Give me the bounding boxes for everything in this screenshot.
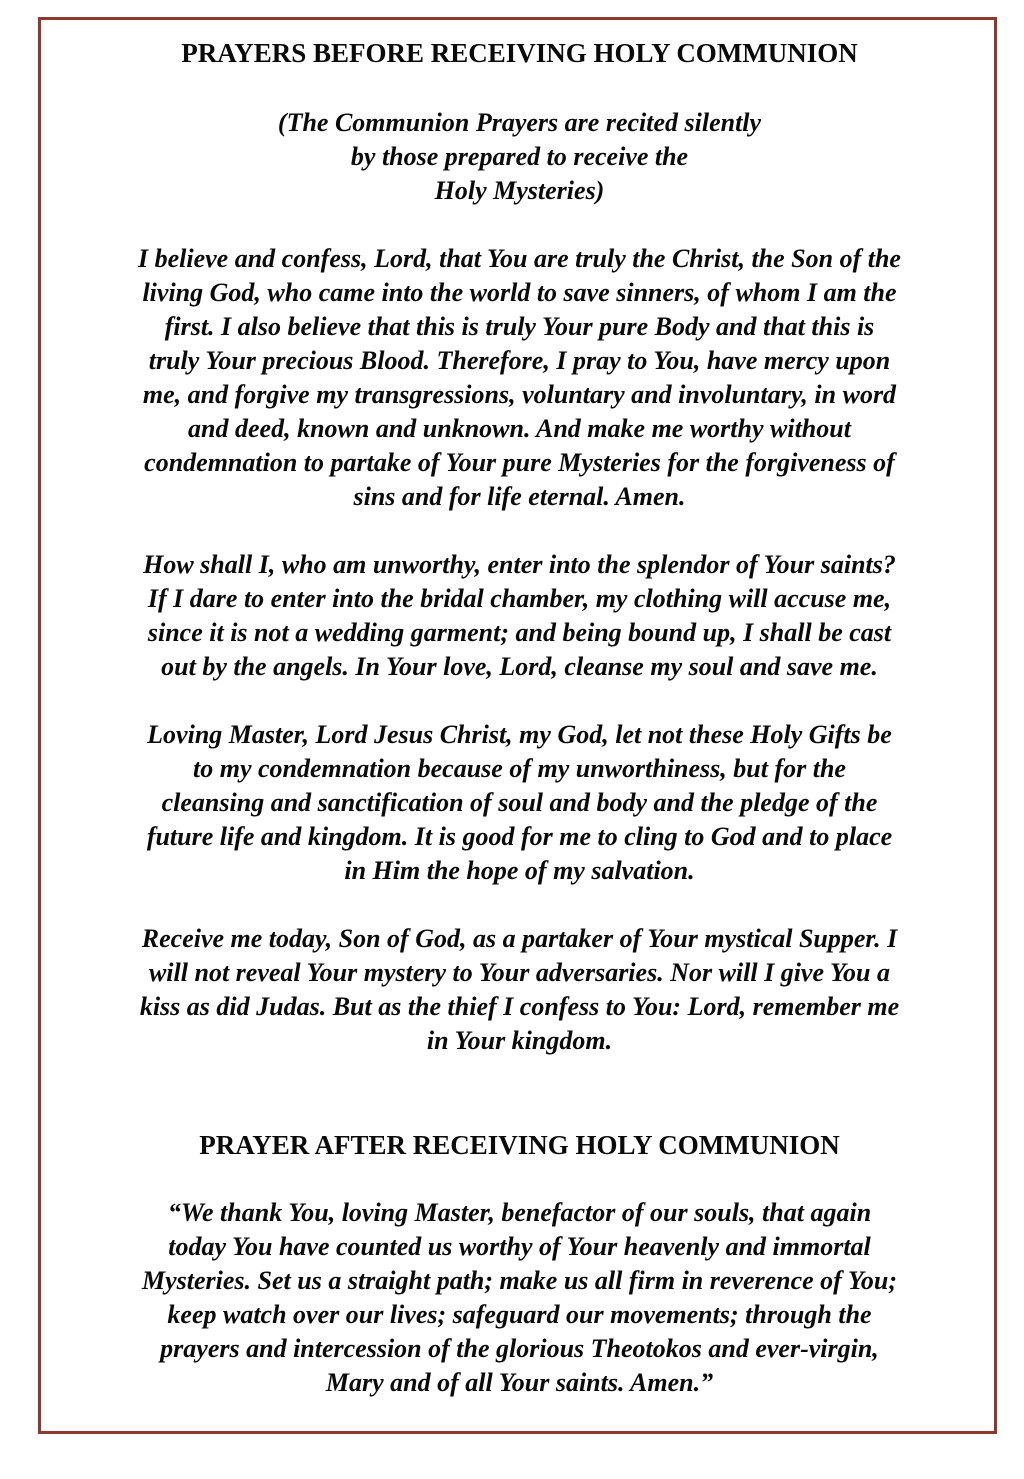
text-line: me, and forgive my transgressions, voluntary and involuntary, in word <box>142 380 897 409</box>
text-line: in Him the hope of my salvation. <box>344 856 695 885</box>
prayer-thanksgiving <box>52 1196 987 1400</box>
title-before-communion: PRAYERS BEFORE RECEIVING HOLY COMMUNION <box>181 38 858 68</box>
text-line: today You have counted us worthy of Your heavenly and immortal <box>168 1232 871 1261</box>
text-line: Mysteries. Set us a straight path; make us all firm in reverence of You; <box>142 1266 897 1295</box>
text-line: kiss as did Judas. But as the thief I confess to You: Lord, remember me <box>139 992 900 1021</box>
text-line: in Your kingdom. <box>426 1026 613 1055</box>
title-after-communion: PRAYER AFTER RECEIVING HOLY COMMUNION <box>199 1130 840 1160</box>
text-line: I believe and confess, Lord, that You are truly the Christ, the Son of the <box>138 244 901 273</box>
text-line: future life and kingdom. It is good for me to cling to God and to place <box>146 822 893 851</box>
text-line: (The Communion Prayers are recited silently <box>277 108 762 137</box>
text-line: keep watch over our lives; safeguard our movements; through the <box>167 1300 872 1329</box>
text-line: cleansing and sanctification of soul and body and the pledge of the <box>161 788 878 817</box>
text-line: prayers and intercession of the glorious Theotokos and ever-virgin, <box>160 1334 879 1363</box>
document-body <box>52 28 987 1400</box>
text-line: by those prepared to receive the <box>350 142 689 171</box>
text-line: sins and for life eternal. Amen. <box>353 482 686 511</box>
prayer-how-shall-i <box>52 548 987 684</box>
text-line: out by the angels. In Your love, Lord, cleanse my soul and save me. <box>161 652 878 681</box>
prayer-i-believe <box>52 242 987 514</box>
text-line: condemnation to partake of Your pure Mysteries for the forgiveness of <box>144 448 895 477</box>
text-line: Receive me today, Son of God, as a partaker of Your mystical Supper. I <box>141 924 898 953</box>
text-line: living God, who came into the world to save sinners, of whom I am the <box>142 278 897 307</box>
text-line: to my condemnation because of my unworthiness, but for the <box>193 754 846 783</box>
text-line: “We thank You, loving Master, benefactor of our souls, that again <box>167 1198 872 1227</box>
text-line: truly Your precious Blood. Therefore, I pray to You, have mercy upon <box>148 346 891 375</box>
text-line: Mary and of all Your saints. Amen.” <box>325 1368 714 1397</box>
text-line: How shall I, who am unworthy, enter into the splendor of Your saints? <box>143 550 896 579</box>
text-line: Loving Master, Lord Jesus Christ, my God, let not these Holy Gifts be <box>147 720 892 749</box>
text-line: Holy Mysteries) <box>434 176 605 205</box>
prayer-loving-master <box>52 718 987 888</box>
text-line: If I dare to enter into the bridal chamber, my clothing will accuse me, <box>147 584 892 613</box>
prayer-receive-me <box>52 922 987 1058</box>
rubric-note <box>52 106 987 208</box>
text-line: and deed, known and unknown. And make me worthy without <box>188 414 851 443</box>
text-line: since it is not a wedding garment; and being bound up, I shall be cast <box>147 618 892 647</box>
text-line: first. I also believe that this is truly Your pure Body and that this is <box>164 312 875 341</box>
text-line: will not reveal Your mystery to Your adversaries. Nor will I give You a <box>148 958 891 987</box>
